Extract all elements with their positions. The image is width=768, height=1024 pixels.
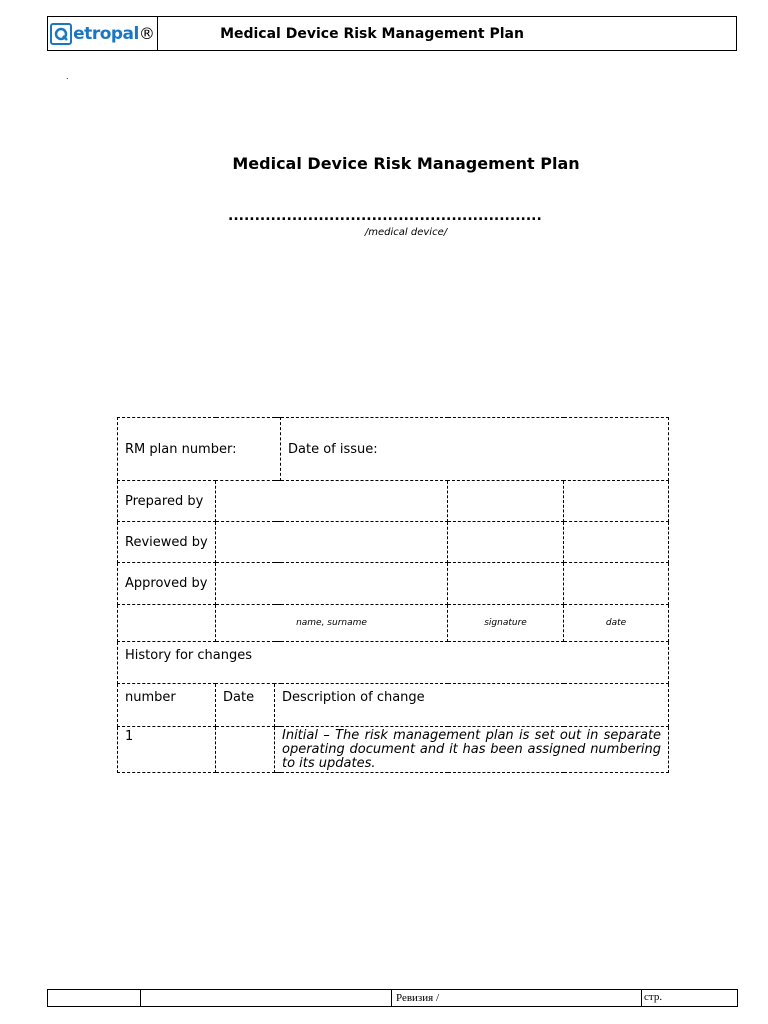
q-logo-icon [50,23,72,45]
reviewed-signature-cell[interactable] [448,522,564,563]
prepared-signature-cell[interactable] [448,481,564,522]
history-row-date[interactable] [216,727,275,773]
device-caption: /medical device/ [364,227,448,238]
company-logo [50,21,139,47]
approved-name-cell[interactable] [216,563,448,605]
table-row [118,563,669,605]
footer-cell [48,990,141,1006]
table-row [118,481,669,522]
table-row [118,727,669,773]
history-header-number: number [118,684,216,727]
plan-info-table [117,417,668,773]
page-header [47,16,737,51]
registered-mark: ® [138,24,155,43]
date-caption: date [564,605,669,642]
approved-signature-cell[interactable] [448,563,564,605]
rm-plan-number-cell[interactable]: RM plan number: [118,418,281,481]
footer-cell [141,990,392,1006]
role-label: Prepared by [118,481,216,522]
prepared-date-cell[interactable] [564,481,669,522]
date-of-issue-cell[interactable]: Date of issue: [281,418,669,481]
role-label: Reviewed by [118,522,216,563]
logo-text: etropal [73,23,139,44]
device-name-field[interactable]: ........................................................... [228,208,542,224]
reviewed-name-cell[interactable] [216,522,448,563]
history-row-description: Initial – The risk management plan is set out in separate operating document and it has been assigned numbering to its updates. [275,727,669,773]
history-header-date: Date [216,684,275,727]
signature-caption: signature [448,605,564,642]
table-row [118,418,669,481]
history-row-number: 1 [118,727,216,773]
name-caption: name, surname [216,605,448,642]
table-row [118,522,669,563]
role-label: Approved by [118,563,216,605]
prepared-name-cell[interactable] [216,481,448,522]
page-footer [47,989,738,1007]
footer-revision: Ревизия / [392,990,642,1006]
table-row [118,684,669,727]
logo-cell [48,17,158,50]
document-title: Medical Device Risk Management Plan [232,154,580,173]
approved-date-cell[interactable] [564,563,669,605]
table-row [118,605,669,642]
page-mark: . [66,72,69,81]
history-header-description: Description of change [275,684,669,727]
table-row [118,642,669,684]
footer-page: стр. [644,991,663,1003]
header-title: Medical Device Risk Management Plan [220,25,524,42]
reviewed-date-cell[interactable] [564,522,669,563]
history-title: History for changes [118,642,669,684]
empty-cell [118,605,216,642]
